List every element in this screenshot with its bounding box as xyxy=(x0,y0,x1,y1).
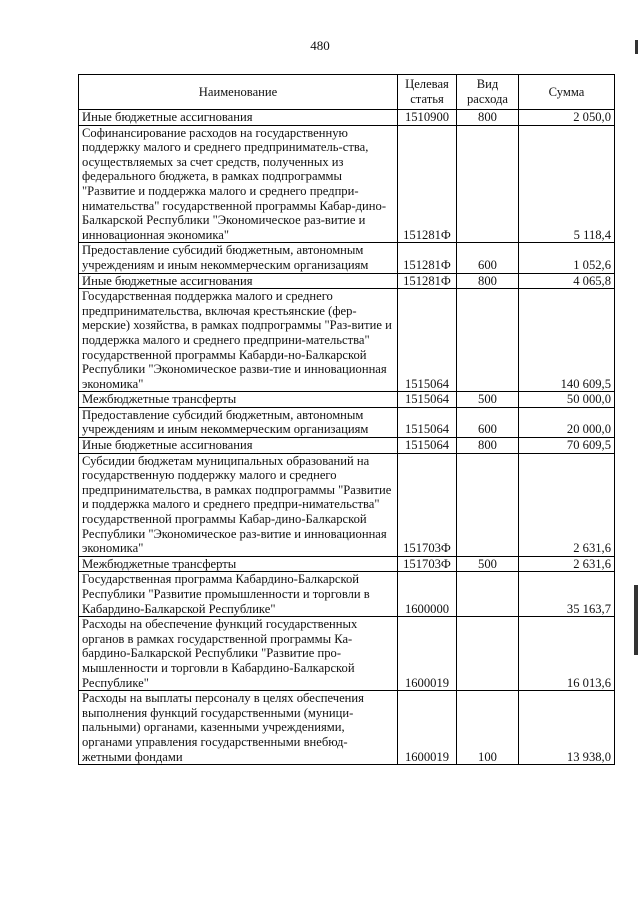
table-row xyxy=(79,691,615,765)
row-sum: 13 938,0 xyxy=(519,691,615,765)
row-name: Межбюджетные трансферты xyxy=(79,392,398,408)
row-code: 1515064 xyxy=(398,407,457,437)
row-type xyxy=(457,572,519,617)
table-row xyxy=(79,392,615,408)
header-sum: Сумма xyxy=(519,75,615,110)
table-row xyxy=(79,125,615,243)
row-sum: 20 000,0 xyxy=(519,407,615,437)
row-type: 500 xyxy=(457,392,519,408)
row-code: 151281Ф xyxy=(398,125,457,243)
scan-edge-mark xyxy=(634,585,638,655)
row-code: 1510900 xyxy=(398,110,457,126)
row-type: 800 xyxy=(457,273,519,289)
table-row xyxy=(79,438,615,454)
row-name: Расходы на обеспечение функций государственных органов в рамках государственной программы Ка-бардино-Балкарской Республики "Развитие про-мышленности и торговли в Кабардино-Балкарской Республике" xyxy=(79,617,398,691)
row-code: 1600000 xyxy=(398,572,457,617)
row-code: 1515064 xyxy=(398,392,457,408)
header-target-article: Целевая статья xyxy=(398,75,457,110)
row-name: Предоставление субсидий бюджетным, автономным учреждениям и иным некоммерческим организациям xyxy=(79,243,398,273)
row-code: 151281Ф xyxy=(398,273,457,289)
row-type: 100 xyxy=(457,691,519,765)
row-sum: 2 050,0 xyxy=(519,110,615,126)
row-type: 800 xyxy=(457,110,519,126)
row-type xyxy=(457,289,519,392)
row-name: Субсидии бюджетам муниципальных образований на государственную поддержку малого и среднего предпринимательства, в рамках подпрограммы "Развитие и поддержка малого и среднего предпри-нимательства" государственной программы Кабар-дино-Балкарской Республики "Экономическое раз-витие и инновационная экономика" xyxy=(79,453,398,556)
row-type: 500 xyxy=(457,556,519,572)
table-row xyxy=(79,572,615,617)
row-code: 151703Ф xyxy=(398,453,457,556)
row-code: 1600019 xyxy=(398,617,457,691)
table-row xyxy=(79,556,615,572)
row-sum: 35 163,7 xyxy=(519,572,615,617)
row-code: 1600019 xyxy=(398,691,457,765)
table-row xyxy=(79,407,615,437)
row-name: Государственная поддержка малого и среднего предпринимательства, включая крестьянские (фер-мерские) хозяйства, в рамках подпрограммы "Раз-витие и поддержка малого и среднего предприни-мательства" государственной программы Кабарди-но-Балкарской Республики "Экономическое разви-тие и инновационная экономика" xyxy=(79,289,398,392)
row-name: Иные бюджетные ассигнования xyxy=(79,438,398,454)
row-type: 600 xyxy=(457,407,519,437)
row-code: 1515064 xyxy=(398,438,457,454)
table-row xyxy=(79,289,615,392)
row-sum: 1 052,6 xyxy=(519,243,615,273)
row-name: Расходы на выплаты персоналу в целях обеспечения выполнения функций государственными (муници-пальными) органами, казенными учреждениями, органами управления государственными внебюд-жетными фондами xyxy=(79,691,398,765)
row-sum: 140 609,5 xyxy=(519,289,615,392)
page-number: 480 xyxy=(310,38,330,53)
row-sum: 50 000,0 xyxy=(519,392,615,408)
header-name: Наименование xyxy=(79,75,398,110)
budget-table xyxy=(78,74,615,765)
row-code: 1515064 xyxy=(398,289,457,392)
row-sum: 4 065,8 xyxy=(519,273,615,289)
row-sum: 2 631,6 xyxy=(519,453,615,556)
table-row xyxy=(79,110,615,126)
row-name: Иные бюджетные ассигнования xyxy=(79,110,398,126)
table-row xyxy=(79,453,615,556)
row-code: 151281Ф xyxy=(398,243,457,273)
row-type: 800 xyxy=(457,438,519,454)
row-sum: 70 609,5 xyxy=(519,438,615,454)
row-sum: 16 013,6 xyxy=(519,617,615,691)
row-type xyxy=(457,453,519,556)
row-name: Предоставление субсидий бюджетным, автономным учреждениям и иным некоммерческим организациям xyxy=(79,407,398,437)
table-row xyxy=(79,617,615,691)
row-name: Иные бюджетные ассигнования xyxy=(79,273,398,289)
table-row xyxy=(79,243,615,273)
table-header-row xyxy=(79,75,615,110)
header-expense-type: Вид расхода xyxy=(457,75,519,110)
row-code: 151703Ф xyxy=(398,556,457,572)
scan-edge-mark xyxy=(635,40,638,54)
row-name: Межбюджетные трансферты xyxy=(79,556,398,572)
table-row xyxy=(79,273,615,289)
row-sum: 2 631,6 xyxy=(519,556,615,572)
row-name: Софинансирование расходов на государственную поддержку малого и среднего предприниматель-ства, осуществляемых за счет средств, полученных из федерального бюджета, в рамках подпрограммы "Развитие и поддержка малого и среднего предпри-нимательства" государственной программы Кабар-дино-Балкарской Республики "Экономическое раз-витие и инновационная экономика" xyxy=(79,125,398,243)
row-sum: 5 118,4 xyxy=(519,125,615,243)
row-type xyxy=(457,125,519,243)
row-type xyxy=(457,617,519,691)
row-type: 600 xyxy=(457,243,519,273)
row-name: Государственная программа Кабардино-Балкарской Республики "Развитие промышленности и торговли в Кабардино-Балкарской Республике" xyxy=(79,572,398,617)
